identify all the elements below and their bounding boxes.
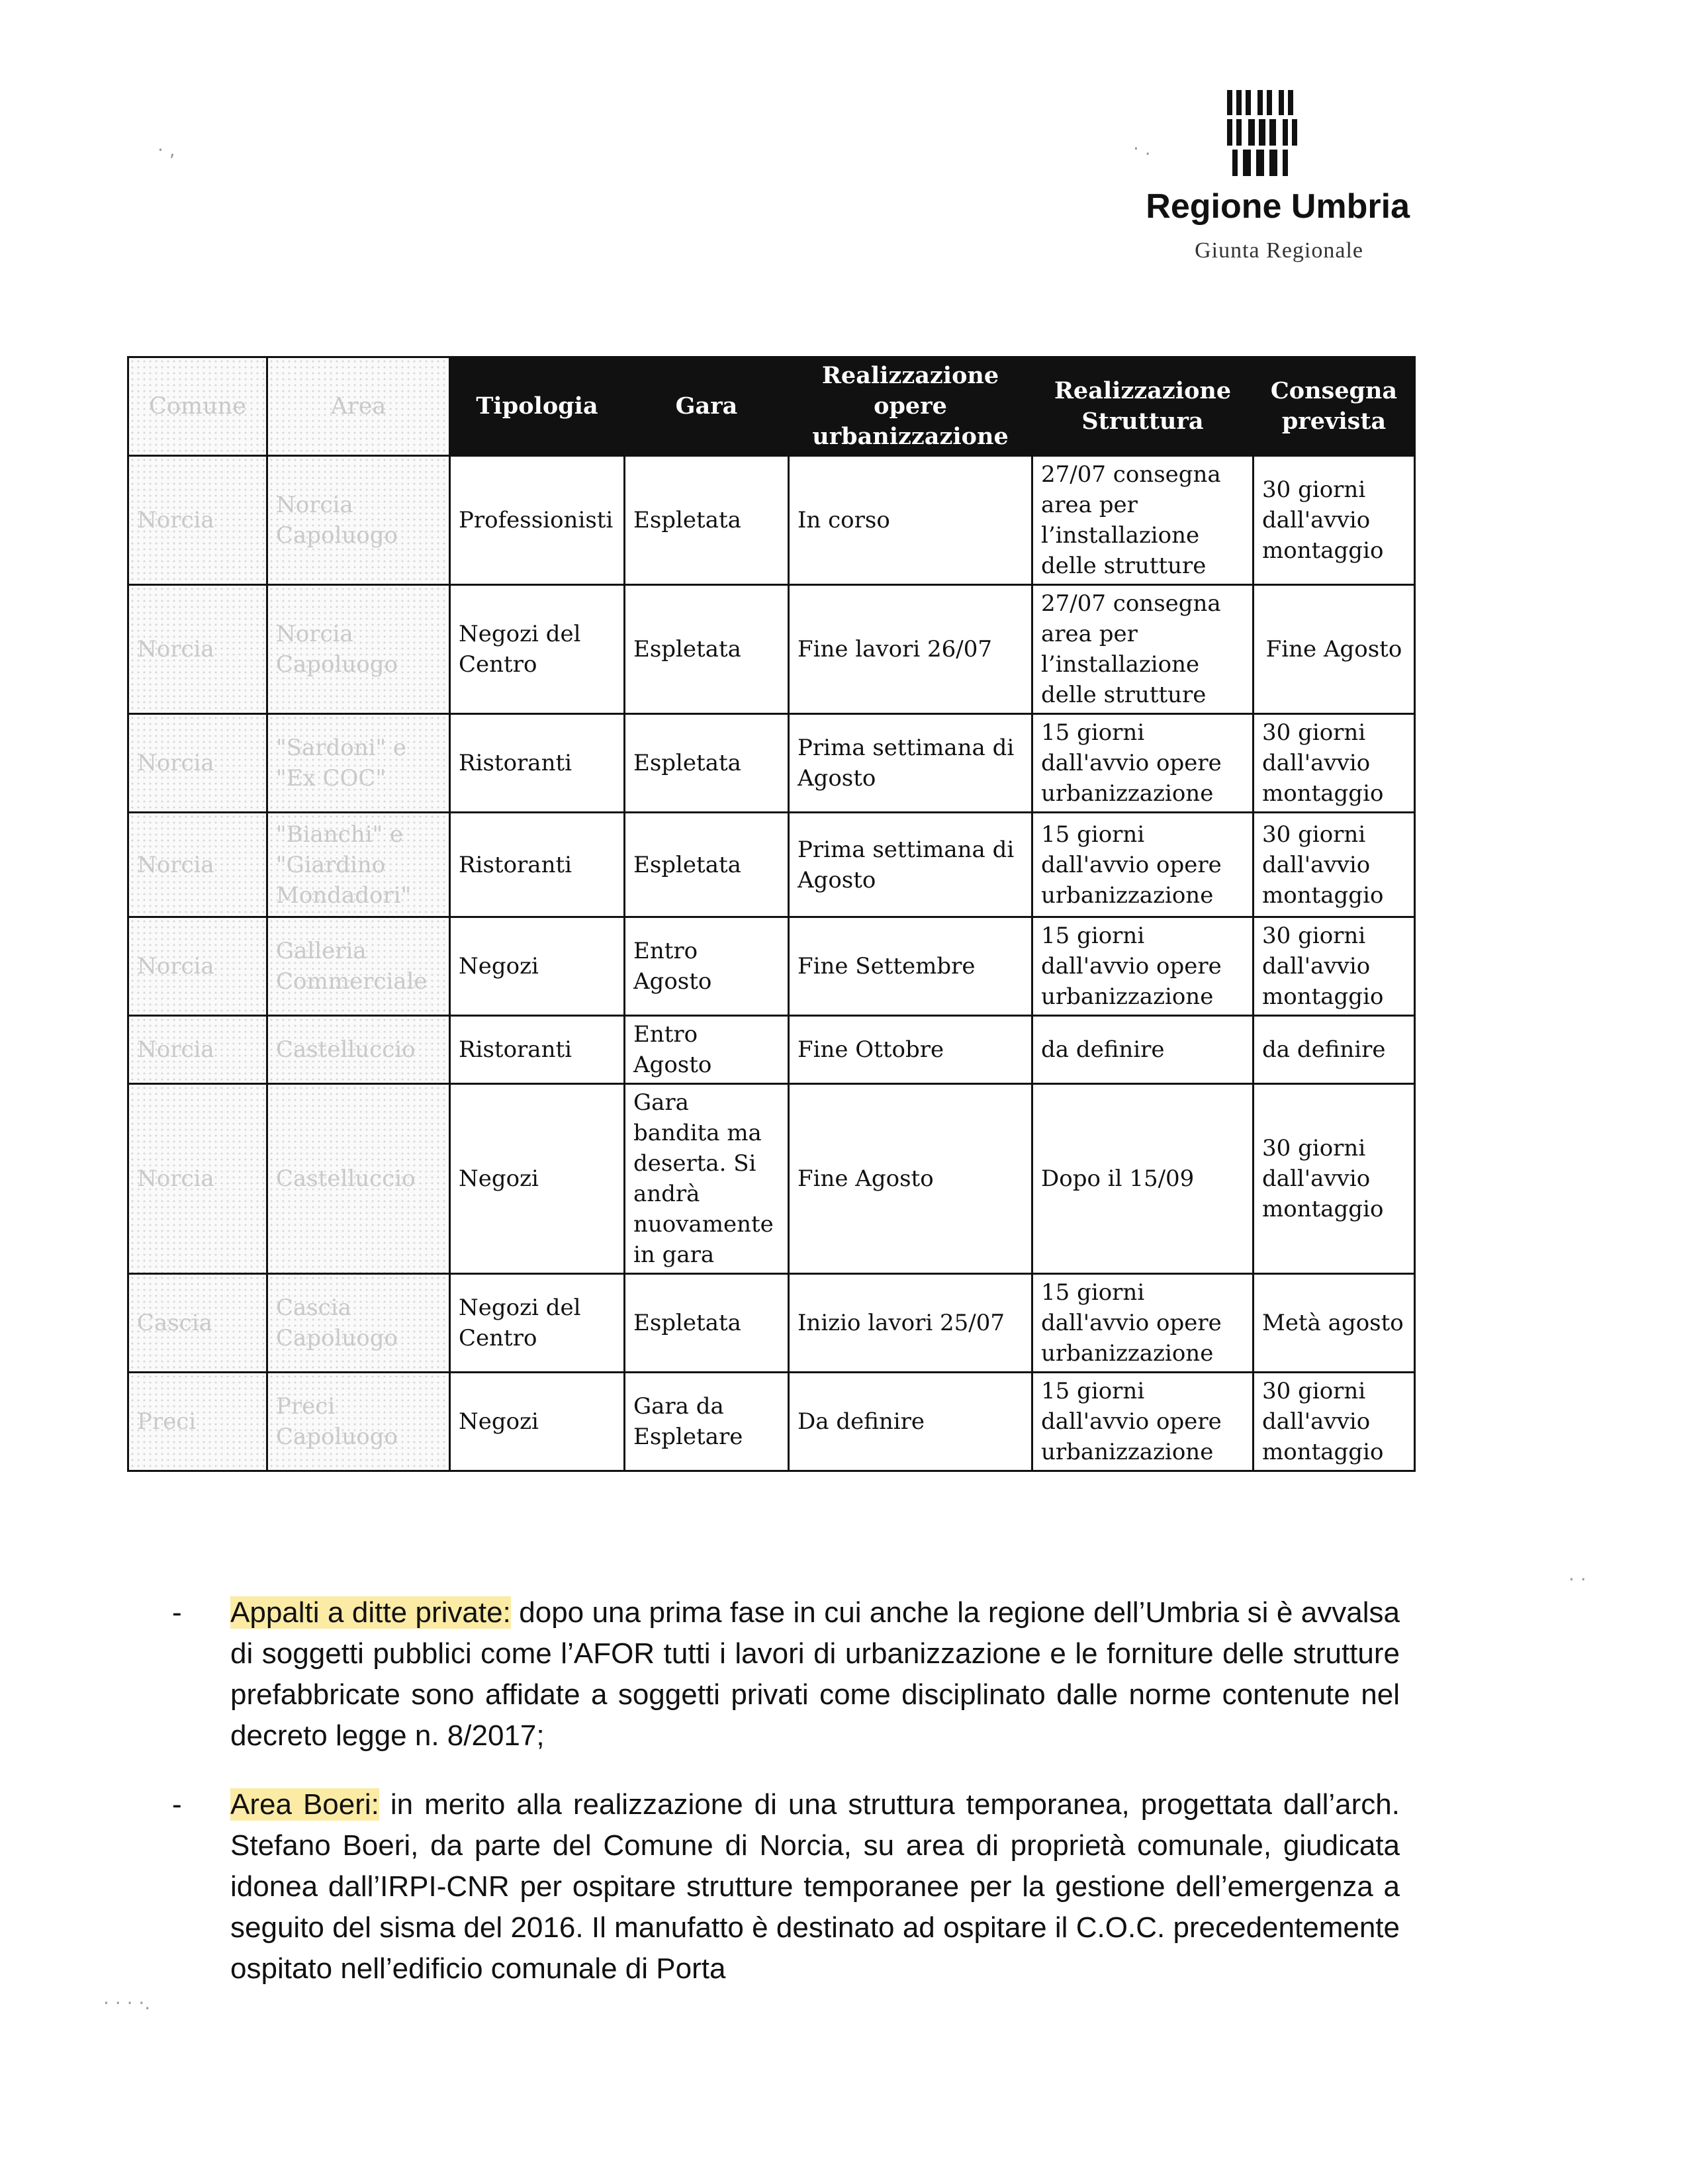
bullet-dash: - [172,1596,182,1629]
cell-comune: Norcia [128,1016,267,1084]
cell-consegna-prevista: 30 giorni dall'avvio montaggio [1254,1084,1415,1274]
bullet-text: in merito alla realizzazione di una struttura temporanea, progettata dall’arch. Stefano Boeri, da parte del Comune di Norcia, su area di proprietà comunale, giudicata idonea dall’IRPI-CNR per ospitare strutture temporanee per la gestione dell’emergenza a seguito del sisma del 2016. Il manufatto è destinato ad ospitare il C.O.C. precedentemente ospitato nell’edificio comunale di Porta [230,1788,1400,1985]
cell-comune: Norcia [128,585,267,714]
scan-speck: · · · ·. [103,1992,151,2014]
cell-comune: Preci [128,1373,267,1471]
bullet-label-highlighted: Area Boeri: [230,1788,379,1821]
table-row [128,456,1415,585]
cell-opere-urbanizzazione: Prima settimana di Agosto [789,714,1032,813]
cell-consegna-prevista: 30 giorni dall'avvio montaggio [1254,813,1415,917]
cell-comune: Norcia [128,1084,267,1274]
column-header-realizzazione-struttura: Realizzazione Struttura [1032,357,1254,456]
cell-consegna-prevista: Fine Agosto [1254,585,1415,714]
column-header-gara: Gara [625,357,789,456]
cell-tipologia: Ristoranti [450,1016,625,1084]
table-row [128,1016,1415,1084]
cell-gara: Espletata [625,813,789,917]
cell-comune: Norcia [128,456,267,585]
cell-area: Castelluccio [267,1016,450,1084]
cell-opere-urbanizzazione: Fine Settembre [789,917,1032,1016]
organization-name: Regione Umbria [1146,187,1410,226]
cell-tipologia: Negozi [450,917,625,1016]
cell-area: Norcia Capoluogo [267,456,450,585]
cell-opere-urbanizzazione: Inizio lavori 25/07 [789,1274,1032,1373]
column-header-opere-urbanizzazione: Realizzazione opere urbanizzazione [789,357,1032,456]
scan-speck: · . [1133,138,1151,159]
table-row [128,1084,1415,1274]
cell-realizzazione-struttura: 15 giorni dall'avvio opere urbanizzazione [1032,1373,1254,1471]
cell-opere-urbanizzazione: In corso [789,456,1032,585]
bullet-dash: - [172,1788,182,1821]
table-row [128,585,1415,714]
scan-speck: · · [1569,1569,1586,1590]
column-header-area: Area [267,357,450,456]
cell-gara: Gara bandita ma deserta. Si andrà nuovamente in gara [625,1084,789,1274]
cell-tipologia: Negozi [450,1084,625,1274]
cell-gara: Espletata [625,1274,789,1373]
cell-gara: Espletata [625,585,789,714]
cell-tipologia: Negozi del Centro [450,1274,625,1373]
table-row [128,714,1415,813]
cell-tipologia: Professionisti [450,456,625,585]
cell-realizzazione-struttura: 15 giorni dall'avvio opere urbanizzazione [1032,813,1254,917]
organization-subtitle: Giunta Regionale [1195,238,1363,263]
cell-opere-urbanizzazione: Fine Agosto [789,1084,1032,1274]
cell-consegna-prevista: da definire [1254,1016,1415,1084]
cell-opere-urbanizzazione: Fine lavori 26/07 [789,585,1032,714]
bullet-area-boeri [172,1784,1400,1989]
cell-tipologia: Ristoranti [450,813,625,917]
cell-consegna-prevista: Metà agosto [1254,1274,1415,1373]
cell-area: Norcia Capoluogo [267,585,450,714]
cell-tipologia: Negozi del Centro [450,585,625,714]
cell-area: Galleria Commerciale [267,917,450,1016]
cell-gara: Entro Agosto [625,917,789,1016]
bullet-label-highlighted: Appalti a ditte private: [230,1596,511,1629]
cell-area: "Sardoni" e "Ex COC" [267,714,450,813]
scan-speck: · , [158,139,175,161]
progress-table [127,356,1416,1472]
cell-opere-urbanizzazione: Fine Ottobre [789,1016,1032,1084]
cell-consegna-prevista: 30 giorni dall'avvio montaggio [1254,456,1415,585]
cell-consegna-prevista: 30 giorni dall'avvio montaggio [1254,1373,1415,1471]
cell-consegna-prevista: 30 giorni dall'avvio montaggio [1254,917,1415,1016]
table-row [128,813,1415,917]
bullet-text: dopo una prima fase in cui anche la regione dell’Umbria si è avvalsa di soggetti pubblici come l’AFOR tutti i lavori di urbanizzazione e le forniture delle strutture prefabbricate sono affidate a soggetti privati come disciplinato dalle norme contenute nel decreto legge n. 8/2017; [230,1596,1400,1752]
cell-comune: Norcia [128,917,267,1016]
cell-gara: Entro Agosto [625,1016,789,1084]
bullet-list [172,1592,1400,2017]
cell-gara: Espletata [625,456,789,585]
cell-realizzazione-struttura: 15 giorni dall'avvio opere urbanizzazione [1032,917,1254,1016]
cell-realizzazione-struttura: Dopo il 15/09 [1032,1084,1254,1274]
cell-area: Castelluccio [267,1084,450,1274]
column-header-comune: Comune [128,357,267,456]
cell-gara: Espletata [625,714,789,813]
cell-realizzazione-struttura: 27/07 consegna area per l’installazione delle strutture [1032,585,1254,714]
column-header-consegna-prevista: Consegna prevista [1254,357,1415,456]
cell-comune: Norcia [128,714,267,813]
column-header-tipologia: Tipologia [450,357,625,456]
table-row [128,1274,1415,1373]
cell-area: "Bianchi" e "Giardino Mondadori" [267,813,450,917]
cell-realizzazione-struttura: 15 giorni dall'avvio opere urbanizzazione [1032,1274,1254,1373]
bullet-appalti [172,1592,1400,1756]
cell-gara: Gara da Espletare [625,1373,789,1471]
cell-opere-urbanizzazione: Prima settimana di Agosto [789,813,1032,917]
regione-umbria-logo-icon [1223,87,1302,180]
cell-area: Cascia Capoluogo [267,1274,450,1373]
cell-comune: Norcia [128,813,267,917]
cell-realizzazione-struttura: da definire [1032,1016,1254,1084]
cell-opere-urbanizzazione: Da definire [789,1373,1032,1471]
cell-consegna-prevista: 30 giorni dall'avvio montaggio [1254,714,1415,813]
cell-area: Preci Capoluogo [267,1373,450,1471]
cell-realizzazione-struttura: 15 giorni dall'avvio opere urbanizzazione [1032,714,1254,813]
cell-tipologia: Negozi [450,1373,625,1471]
table-header-row [128,357,1415,456]
table-row [128,917,1415,1016]
cell-comune: Cascia [128,1274,267,1373]
cell-realizzazione-struttura: 27/07 consegna area per l’installazione delle strutture [1032,456,1254,585]
table-row [128,1373,1415,1471]
cell-tipologia: Ristoranti [450,714,625,813]
